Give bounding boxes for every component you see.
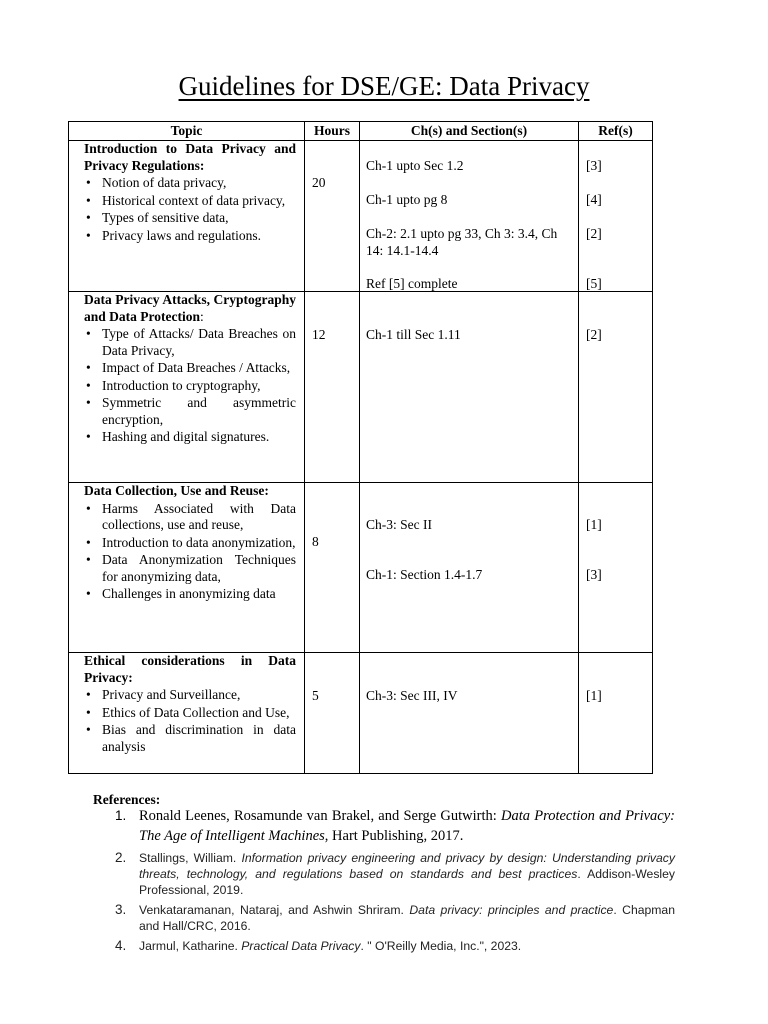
column-header-hours: Hours: [305, 122, 360, 141]
list-item: • Harms Associated with Data collections, use and reuse,: [102, 501, 296, 534]
hours-value: 8: [312, 534, 319, 549]
chapter-entry: Ch-3: Sec III, IV: [366, 688, 458, 703]
topic-cell: [69, 292, 305, 483]
topic-heading: Data Collection, Use and Reuse:: [84, 483, 269, 498]
list-item: • Introduction to cryptography,: [102, 378, 296, 395]
topic-list: [84, 501, 296, 603]
list-item: • Notion of data privacy,: [102, 175, 296, 192]
reference-publisher: , Hart Publishing, 2017.: [324, 828, 464, 844]
list-item: • Bias and discrimination in data analysis: [102, 722, 296, 755]
chapters-cell: [360, 483, 579, 653]
reference-publisher: . Addison-Wesley Professional, 2019.: [139, 867, 675, 897]
reference-title: Information privacy engineering and privacy by design: Understanding privacy threats, technology, and regulations based on standards and best practices: [139, 851, 675, 881]
reference-number: 3.: [115, 902, 127, 917]
chapter-entry: Ch-1 till Sec 1.11: [366, 327, 461, 342]
hours-cell: [305, 653, 360, 774]
topic-cell: [69, 141, 305, 292]
reference-number: 2.: [115, 850, 127, 865]
chapter-entry: Ch-1 upto Sec 1.2: [366, 158, 464, 173]
table-row: [69, 141, 653, 292]
list-item: • Data Anonymization Techniques for anonymizing data,: [102, 552, 296, 585]
reference-title: Practical Data Privacy: [241, 939, 361, 953]
refs-cell: [579, 653, 653, 774]
chapter-entry: Ref [5] complete: [366, 276, 458, 291]
topic-heading: Introduction to Data Privacy and Privacy Regulations:: [84, 141, 296, 173]
reference-number: 1.: [115, 808, 127, 823]
reference-item: [115, 938, 675, 954]
topic-cell: [69, 653, 305, 774]
ref-entry: [4]: [586, 192, 602, 207]
topic-list: [84, 175, 296, 244]
list-item: • Type of Attacks/ Data Breaches on Data Privacy,: [102, 326, 296, 359]
chapter-entry: Ch-1: Section 1.4-1.7: [366, 567, 483, 582]
reference-author: Venkataramanan, Nataraj, and Ashwin Shriram.: [139, 903, 410, 917]
references-heading: References:: [93, 792, 161, 807]
chapters-cell: [360, 141, 579, 292]
chapter-entry: Ch-3: Sec II: [366, 517, 432, 532]
refs-cell: [579, 292, 653, 483]
ref-entry: [2]: [586, 327, 602, 342]
syllabus-table: [68, 121, 653, 774]
hours-value: 20: [312, 175, 326, 190]
reference-item: [115, 850, 675, 898]
topic-heading: Ethical considerations in Data Privacy:: [84, 653, 296, 685]
ref-entry: [1]: [586, 517, 602, 532]
list-item: • Types of sensitive data,: [102, 210, 296, 227]
topic-heading: Data Privacy Attacks, Cryptography and Data Protection:: [84, 292, 296, 324]
column-header-refs: Ref(s): [579, 122, 653, 141]
chapters-cell: [360, 653, 579, 774]
list-item: • Hashing and digital signatures.: [102, 429, 296, 446]
reference-item: [115, 806, 675, 846]
topic-list: [84, 687, 296, 755]
list-item: • Introduction to data anonymization,: [102, 535, 296, 552]
list-item: • Privacy laws and regulations.: [102, 228, 296, 245]
reference-publisher: . " O'Reilly Media, Inc.", 2023.: [360, 939, 522, 953]
reference-title: Data privacy: principles and practice: [409, 903, 614, 917]
hours-cell: [305, 292, 360, 483]
column-header-chapters: Ch(s) and Section(s): [360, 122, 579, 141]
chapter-entry: Ch-1 upto pg 8: [366, 192, 448, 207]
table-row: [69, 292, 653, 483]
ref-entry: [2]: [586, 226, 602, 241]
refs-cell: [579, 141, 653, 292]
chapters-cell: [360, 292, 579, 483]
ref-entry: [1]: [586, 688, 602, 703]
hours-value: 12: [312, 327, 326, 342]
hours-cell: [305, 141, 360, 292]
reference-author: Jarmul, Katharine.: [139, 939, 242, 953]
list-item: • Challenges in anonymizing data: [102, 586, 296, 603]
ref-entry: [3]: [586, 567, 602, 582]
references-list: [115, 806, 675, 958]
topic-list: [84, 326, 296, 446]
topic-cell: [69, 483, 305, 653]
page-title: Guidelines for DSE/GE: Data Privacy: [178, 71, 590, 101]
reference-publisher: . Chapman and Hall/CRC, 2016.: [139, 903, 675, 933]
hours-value: 5: [312, 688, 319, 703]
refs-cell: [579, 483, 653, 653]
hours-cell: [305, 483, 360, 653]
reference-number: 4.: [115, 938, 127, 953]
table-row: [69, 653, 653, 774]
column-header-topic: Topic: [69, 122, 305, 141]
table-row: [69, 483, 653, 653]
reference-item: [115, 902, 675, 934]
table-header-row: [69, 122, 653, 141]
reference-author: Ronald Leenes, Rosamunde van Brakel, and Serge Gutwirth:: [139, 808, 502, 824]
list-item: • Ethics of Data Collection and Use,: [102, 705, 296, 722]
chapter-entry: Ch-2: 2.1 upto pg 33, Ch 3: 3.4, Ch 14: 14.1-14.4: [366, 226, 558, 258]
reference-title: Data Protection and Privacy: The Age of Intelligent Machines: [139, 808, 675, 844]
list-item: • Symmetric and asymmetric encryption,: [102, 395, 296, 428]
ref-entry: [5]: [586, 276, 602, 291]
reference-author: Stallings, William.: [139, 851, 242, 865]
list-item: • Impact of Data Breaches / Attacks,: [102, 360, 296, 377]
list-item: • Historical context of data privacy,: [102, 193, 296, 210]
list-item: • Privacy and Surveillance,: [102, 687, 296, 704]
ref-entry: [3]: [586, 158, 602, 173]
